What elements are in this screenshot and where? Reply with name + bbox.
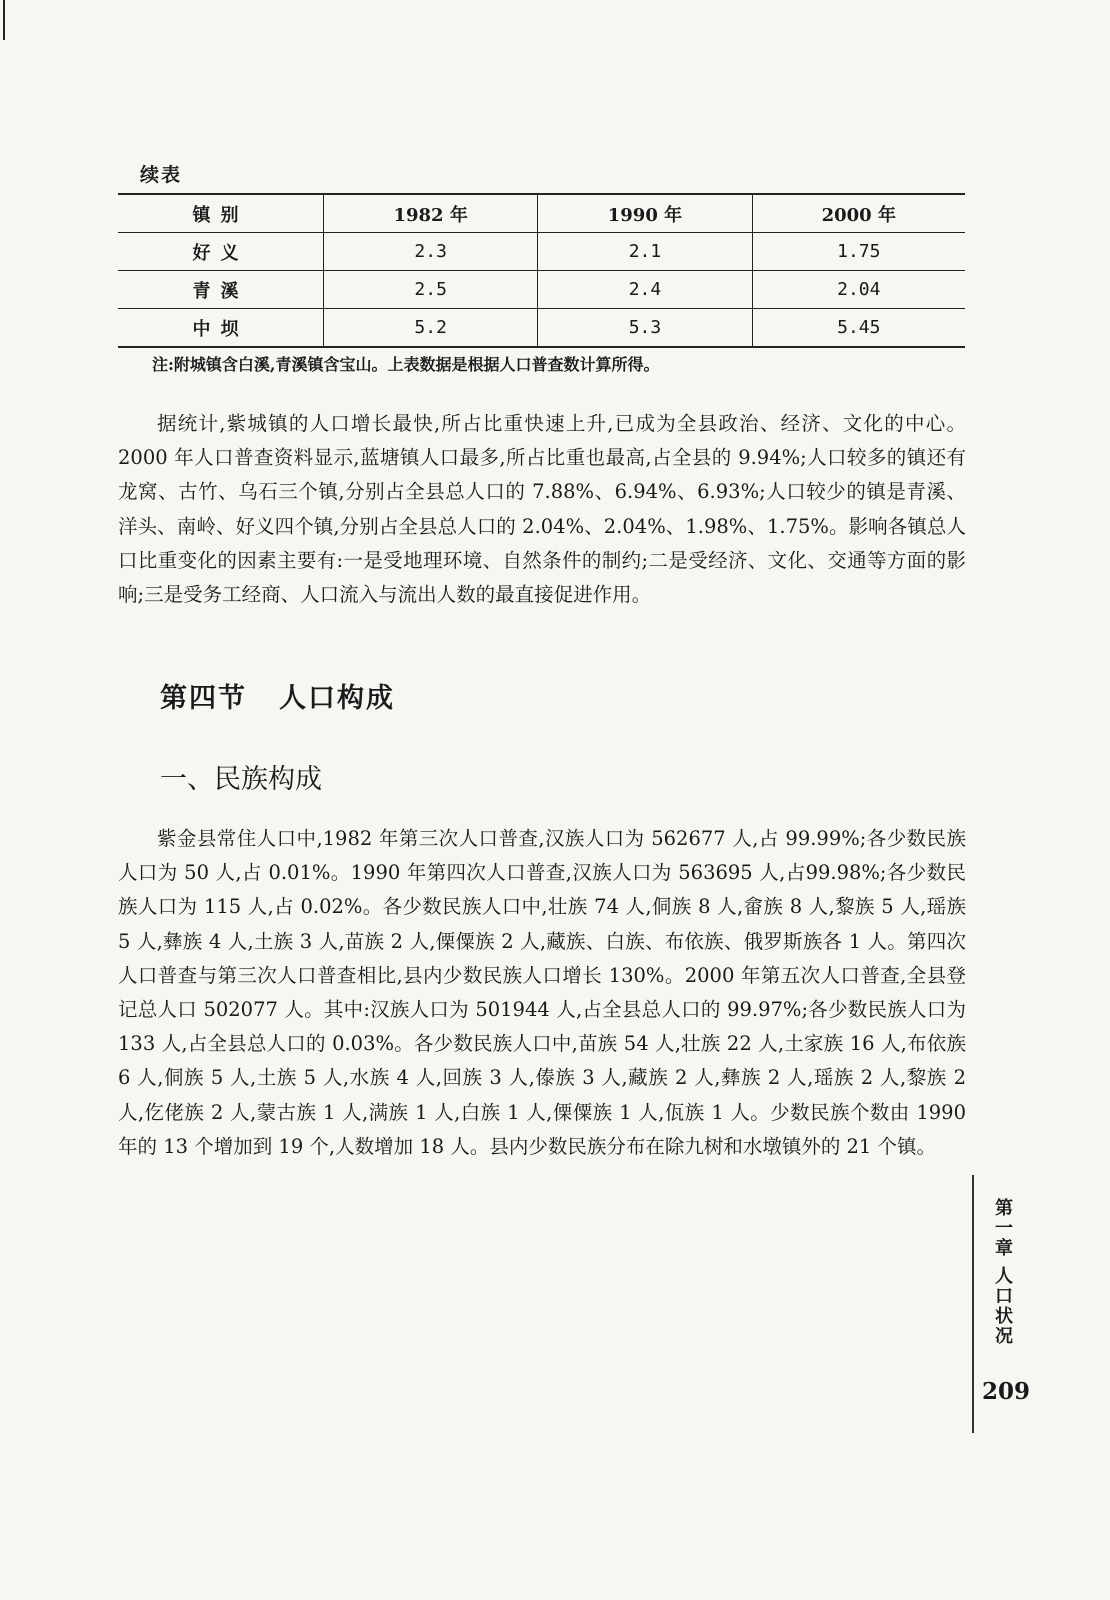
table-header-row [118,194,965,233]
running-chapter-title: 第一章 人口状况 [992,1198,1013,1347]
header-2000: 2000 年 [752,194,965,233]
table-caption: 续表 [140,164,183,186]
table-row [118,309,965,348]
cell-town: 青溪 [118,271,324,309]
header-town: 镇别 [118,194,324,233]
cell-town: 中坝 [118,309,324,348]
cell-2000: 5.45 [752,309,965,348]
table-row [118,233,965,271]
cell-2000: 1.75 [752,233,965,271]
section-title-text: 人口构成 [279,683,395,714]
page-number: 209 [982,1378,1031,1405]
cell-1990: 2.4 [538,271,752,309]
margin-rule [972,1175,974,1433]
cell-1990: 2.1 [538,233,752,271]
cell-town: 好义 [118,233,324,271]
section-heading [160,676,395,715]
table-row [118,271,965,309]
section-number: 第四节 [160,683,247,714]
cell-1990: 5.3 [538,309,752,348]
population-share-table [118,193,965,348]
table-note: 注:附城镇含白溪,青溪镇含宝山。上表数据是根据人口普查数计算所得。 [152,355,660,374]
subsection-heading: 一、民族构成 [160,764,322,795]
cell-1982: 5.2 [324,309,538,348]
header-1982: 1982 年 [324,194,538,233]
header-1990: 1990 年 [538,194,752,233]
cell-2000: 2.04 [752,271,965,309]
body-paragraph-town-share: 据统计,紫城镇的人口增长最快,所占比重快速上升,已成为全县政治、经济、文化的中心。2000 年人口普查资料显示,蓝塘镇人口最多,所占比重也最高,占全县的 9.94%;人口较多的镇还有龙窝、古竹、乌石三个镇,分别占全县总人口的 7.88%、6.94%、6.93%;人口较少的镇是青溪、洋头、南岭、好义四个镇,分别占全县总人口的 2.04%、2.04%、1.98%、1.75%。影响各镇总人口比重变化的因素主要有:一是受地理环境、自然条件的制约;二是受经济、文化、交通等方面的影响;三是受务工经商、人口流入与流出人数的最直接促进作用。 [118,412,966,607]
binding-edge-line [3,0,5,40]
cell-1982: 2.5 [324,271,538,309]
cell-1982: 2.3 [324,233,538,271]
body-paragraph-ethnic-composition: 紫金县常住人口中,1982 年第三次人口普查,汉族人口为 562677 人,占 99.99%;各少数民族人口为 50 人,占 0.01%。1990 年第四次人口普查,汉族人口为 563695 人,占99.98%;各少数民族人口为 115 人,占 0.02%。各少数民族人口中,壮族 74 人,侗族 8 人,畲族 8 人,黎族 5 人,瑶族 5 人,彝族 4 人,土族 3 人,苗族 2 人,傈僳族 2 人,藏族、白族、布依族、俄罗斯族各 1 人。第四次人口普查与第三次人口普查相比,县内少数民族人口增长 130%。2000 年第五次人口普查,全县登记总人口 502077 人。其中:汉族人口为 501944 人,占全县总人口的 99.97%;各少数民族人口为 133 人,占全县总人口的 0.03%。各少数民族人口中,苗族 54 人,壮族 22 人,土家族 16 人,布依族 6 人,侗族 5 人,土族 5 人,水族 4 人,回族 3 人,傣族 3 人,藏族 2 人,彝族 2 人,瑶族 2 人,黎族 2 人,仡佬族 2 人,蒙古族 1 人,满族 1 人,白族 1 人,傈僳族 1 人,佤族 1 人。少数民族个数由 1990 年的 13 个增加到 19 个,人数增加 18 人。县内少数民族分布在除九树和水墩镇外的 21 个镇。 [118,827,966,1158]
